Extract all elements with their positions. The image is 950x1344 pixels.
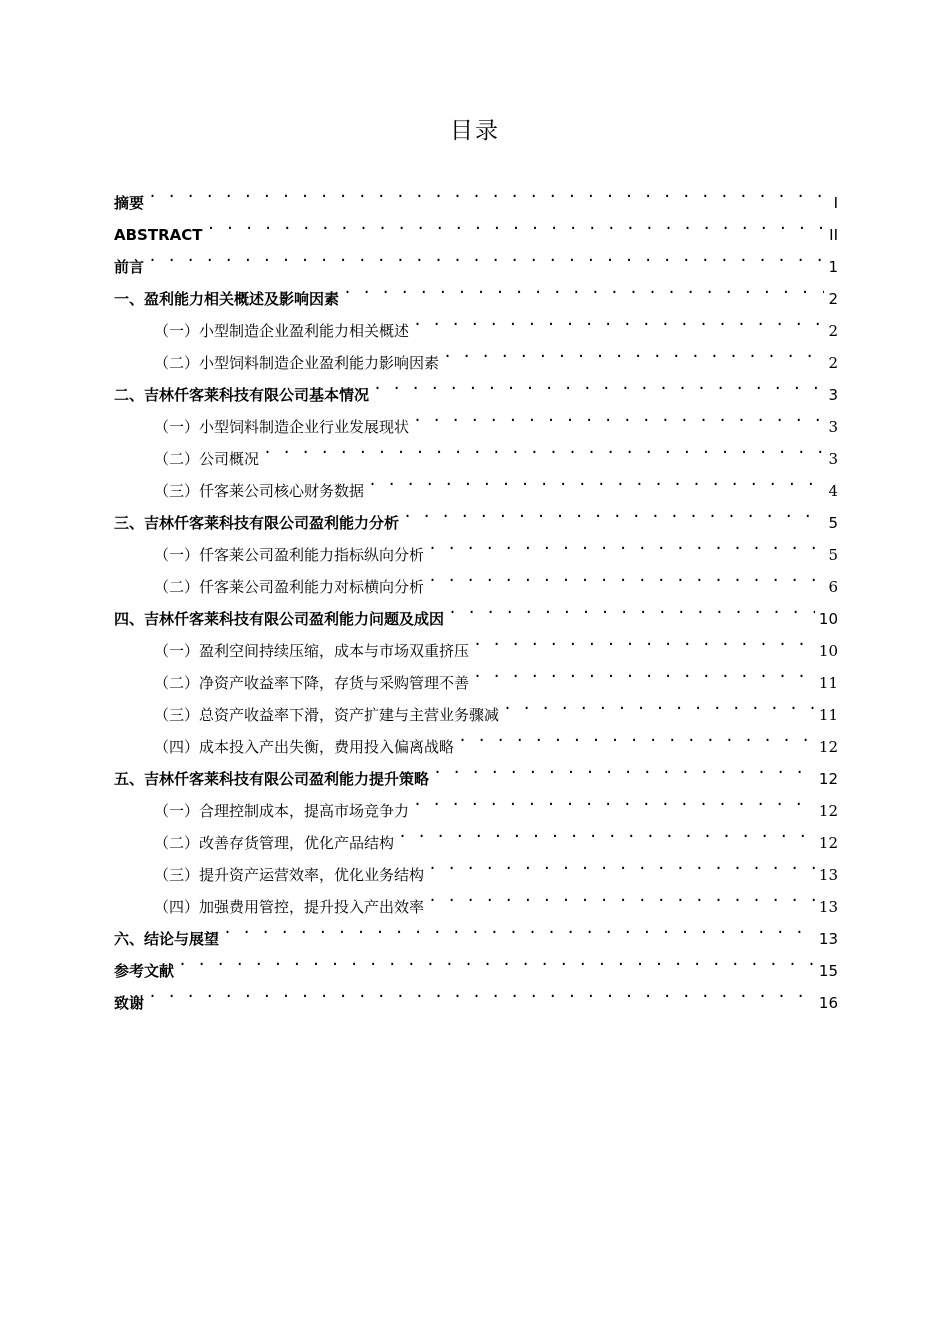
toc-dot-leader — [428, 880, 815, 912]
toc-dot-leader — [428, 528, 824, 560]
toc-dot-leader — [413, 304, 824, 336]
toc-entry-page-number: II — [829, 226, 838, 244]
toc-list — [114, 176, 838, 1012]
toc-entry-label: 四、吉林仟客莱科技有限公司盈利能力问题及成因 — [114, 610, 445, 628]
toc-entry-label: （四）成本投入产出失衡，费用投入偏离战略 — [154, 738, 455, 756]
toc-entry-page-number: 12 — [818, 834, 838, 852]
toc-entry-label: （一）小型制造企业盈利能力相关概述 — [154, 322, 410, 340]
toc-dot-leader — [148, 240, 824, 272]
toc-dot-leader — [148, 976, 815, 1008]
toc-entry[interactable] — [114, 208, 838, 244]
toc-dot-leader — [403, 496, 824, 528]
toc-entry-page-number: 12 — [818, 738, 838, 756]
toc-entry-page-number: I — [833, 194, 838, 212]
toc-entry-page-number: 11 — [818, 674, 838, 692]
toc-dot-leader — [148, 176, 830, 208]
toc-entry-label: （一）盈利空间持续压缩，成本与市场双重挤压 — [154, 642, 470, 660]
toc-dot-leader — [373, 368, 824, 400]
toc-dot-leader — [458, 720, 815, 752]
toc-entry-label: 二、吉林仟客莱科技有限公司基本情况 — [114, 386, 370, 404]
toc-title: 目录 — [450, 118, 500, 144]
toc-entry-label: 参考文献 — [114, 962, 175, 980]
toc-entry-label: （三）总资产收益率下滑，资产扩建与主营业务骤减 — [154, 706, 500, 724]
toc-entry[interactable] — [114, 912, 838, 948]
toc-entry-label: 五、吉林仟客莱科技有限公司盈利能力提升策略 — [114, 770, 430, 788]
toc-entry-label: 一、盈利能力相关概述及影响因素 — [114, 290, 340, 308]
toc-entry-label: （二）小型饲料制造企业盈利能力影响因素 — [154, 354, 440, 372]
toc-entry-page-number: 4 — [828, 482, 838, 500]
toc-entry-label: 前言 — [114, 258, 145, 276]
toc-entry-label: （二）改善存货管理，优化产品结构 — [154, 834, 395, 852]
toc-dot-leader — [473, 656, 815, 688]
toc-entry-page-number: 11 — [818, 706, 838, 724]
toc-entry-page-number: 16 — [818, 994, 838, 1012]
toc-entry-page-number: 5 — [828, 546, 838, 564]
toc-dot-leader — [206, 208, 825, 240]
toc-entry[interactable] — [114, 272, 838, 308]
toc-dot-leader — [398, 816, 815, 848]
toc-entry-page-number: 10 — [818, 642, 838, 660]
toc-entry-label: （一）小型饲料制造企业行业发展现状 — [154, 418, 410, 436]
toc-entry-label: （二）公司概况 — [154, 450, 260, 468]
toc-dot-leader — [223, 912, 815, 944]
toc-entry-page-number: 5 — [828, 514, 838, 532]
toc-entry-page-number: 13 — [818, 930, 838, 948]
toc-entry-label: 致谢 — [114, 994, 145, 1012]
toc-entry-page-number: 12 — [818, 802, 838, 820]
toc-dot-leader — [263, 432, 824, 464]
toc-entry-page-number: 3 — [828, 450, 838, 468]
toc-entry[interactable] — [114, 976, 838, 1012]
toc-entry-page-number: 2 — [828, 322, 838, 340]
toc-entry-page-number: 12 — [818, 770, 838, 788]
toc-entry-page-number: 15 — [818, 962, 838, 980]
toc-entry-page-number: 1 — [828, 258, 838, 276]
toc-entry-page-number: 2 — [828, 290, 838, 308]
toc-dot-leader — [428, 848, 815, 880]
toc-entry-label: （二）净资产收益率下降，存货与采购管理不善 — [154, 674, 470, 692]
toc-entry[interactable] — [114, 944, 838, 980]
toc-dot-leader — [503, 688, 815, 720]
toc-dot-leader — [433, 752, 815, 784]
toc-dot-leader — [368, 464, 824, 496]
toc-entry-label: 三、吉林仟客莱科技有限公司盈利能力分析 — [114, 514, 400, 532]
toc-dot-leader — [413, 400, 824, 432]
toc-entry-label: 摘要 — [114, 194, 145, 212]
toc-entry-page-number: 3 — [828, 418, 838, 436]
toc-entry-page-number: 3 — [828, 386, 838, 404]
toc-entry-label: （三）仟客莱公司核心财务数据 — [154, 482, 365, 500]
toc-dot-leader — [428, 560, 824, 592]
toc-entry[interactable] — [114, 176, 838, 212]
toc-dot-leader — [343, 272, 824, 304]
toc-entry-label: （四）加强费用管控，提升投入产出效率 — [154, 898, 425, 916]
toc-entry-label: ABSTRACT — [114, 226, 203, 244]
toc-entry-page-number: 10 — [818, 610, 838, 628]
toc-entry-label: （一）仟客莱公司盈利能力指标纵向分析 — [154, 546, 425, 564]
toc-entry-page-number: 13 — [818, 898, 838, 916]
toc-dot-leader — [413, 784, 815, 816]
toc-dot-leader — [178, 944, 815, 976]
toc-entry[interactable] — [114, 240, 838, 276]
toc-entry-label: （三）提升资产运营效率，优化业务结构 — [154, 866, 425, 884]
toc-entry-page-number: 6 — [828, 578, 838, 596]
toc-entry-label: 六、结论与展望 — [114, 930, 220, 948]
toc-entry-label: （二）仟客莱公司盈利能力对标横向分析 — [154, 578, 425, 596]
toc-dot-leader — [473, 624, 815, 656]
toc-dot-leader — [448, 592, 815, 624]
toc-dot-leader — [443, 336, 824, 368]
toc-entry-page-number: 13 — [818, 866, 838, 884]
toc-entry-label: （一）合理控制成本，提高市场竞争力 — [154, 802, 410, 820]
toc-entry-page-number: 2 — [828, 354, 838, 372]
